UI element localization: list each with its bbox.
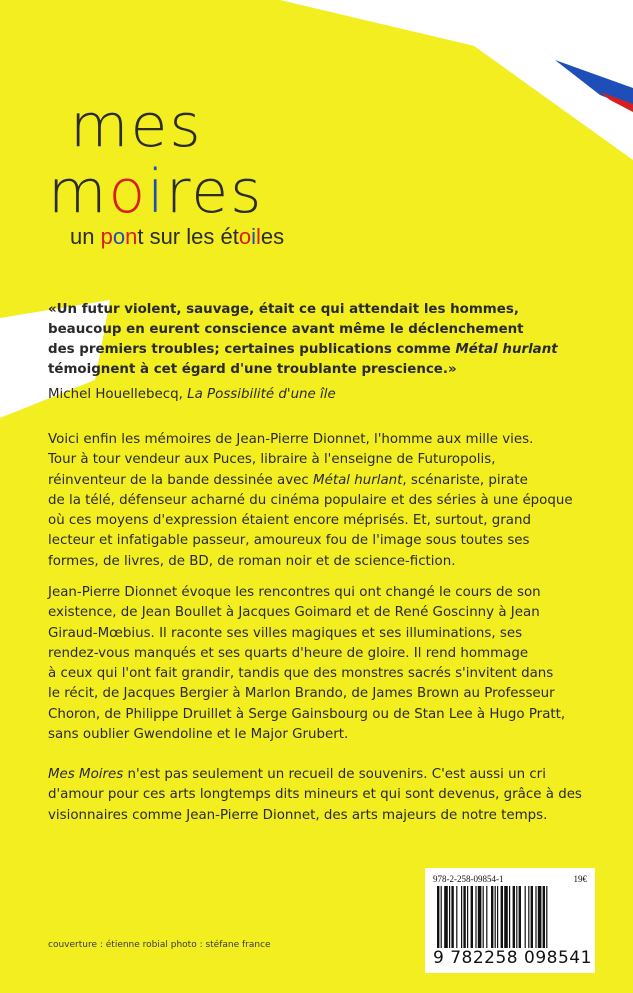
barcode-bar: [437, 886, 439, 948]
subtitle-part-red: l: [255, 224, 261, 249]
barcode-bar: [456, 886, 457, 948]
quote-attribution: [48, 387, 336, 402]
quote-line: beaucoup en eurent conscience avant même le déclenchement: [48, 322, 524, 337]
quote-work: La Possibilité d'une île: [187, 387, 336, 402]
para-line: Tour à tour vendeur aux Puces, libraire à l'enseigne de Futuropolis,: [48, 452, 496, 468]
para-text: réinventeur de la bande dessinée avec: [48, 472, 314, 488]
para-line: de la télé, défenseur acharné du cinéma populaire et des séries à une époque: [48, 492, 573, 508]
subtitle-part-red: o: [238, 224, 252, 249]
barcode-bar: [504, 886, 508, 948]
barcode-bar: [525, 886, 526, 948]
title-letter: es: [191, 157, 264, 227]
title-letter: m: [48, 157, 109, 227]
para-line: le récit, de Jacques Bergier à Marlon Brando, de James Brown au Professeur: [48, 686, 555, 702]
para-line: Jean-Pierre Dionnet évoque les rencontres qui ont changé le cours de son: [48, 585, 541, 600]
subtitle-part-red: n: [125, 224, 138, 249]
para-italic: Mes Moires: [48, 767, 124, 782]
para-line: d'amour pour ces arts longtemps dits mineurs et qui sont devenus, grâce à des: [48, 787, 582, 803]
para-line: rendez-vous manqués et ses quarts d'heure de gloire. Il rend hommage: [48, 645, 529, 661]
barcode-bar: [513, 886, 515, 948]
para-line: Voici enfin les mémoires de Jean-Pierre Dionnet, l'homme aux mille vies.: [48, 432, 534, 447]
subtitle-part: ét: [220, 224, 239, 249]
price-text: 19€: [573, 874, 587, 884]
quote-line: «Un futur violent, sauvage, était ce qui attendait les hommes,: [48, 302, 519, 317]
paragraph-2: [48, 583, 608, 745]
subtitle-part-blue: o: [112, 224, 126, 249]
barcode-bar: [538, 886, 542, 948]
barcode-digits: 9 782258 098541: [433, 948, 592, 968]
para-line: où ces moyens d'expression étaient encore méprisés. Et, surtout, grand: [48, 513, 531, 529]
epigraph-quote: [48, 300, 608, 380]
quote-text: des premiers troubles; certaines publications comme: [48, 342, 456, 357]
para-text: n'est pas seulement un recueil de souvenirs. C'est aussi un cri: [123, 767, 546, 782]
barcode-bar: [486, 886, 487, 948]
para-text: , scénariste, pirate: [402, 472, 528, 488]
barcode-bar: [546, 886, 547, 948]
paragraph-1: [48, 430, 608, 572]
subtitle-part-red: p: [100, 224, 113, 249]
barcode-bar: [471, 886, 473, 948]
title-line-moires: [48, 157, 284, 227]
barcode-bar: [531, 886, 533, 948]
para-line: lecteur et infatigable passeur, amoureux fou de l'image sous toutes ses: [48, 533, 530, 549]
cover-credits: couverture : étienne robial photo : stéfane france: [48, 940, 271, 950]
barcode-bar: [463, 886, 465, 948]
barcode-bars: [435, 886, 585, 948]
barcode-bar: [461, 886, 462, 948]
barcode-bar: [478, 886, 482, 948]
barcode-bar: [497, 886, 498, 948]
para-line: formes, de livres, de BD, de roman noir et de science-fiction.: [48, 553, 456, 569]
para-line: Giraud-Mœbius. Il raconte ses villes magiques et ses illuminations, ses: [48, 625, 523, 641]
barcode-bar: [441, 886, 442, 948]
barcode-bar: [516, 886, 517, 948]
barcode-bar: [543, 886, 545, 948]
isbn-text: 978-2-258-09854-1: [433, 874, 504, 884]
quote-line: [48, 340, 608, 360]
para-line: [48, 765, 608, 785]
subtitle: [70, 224, 284, 250]
barcode-bar: [449, 886, 450, 948]
para-line: Choron, de Philippe Druillet à Serge Gainsbourg ou de Stan Lee à Hugo Pratt,: [48, 706, 566, 722]
title-line-mes: mes: [70, 91, 203, 161]
barcode-bar: [528, 886, 529, 948]
barcode-bar: [475, 886, 476, 948]
barcode-label: [425, 868, 595, 973]
barcode-bar: [483, 886, 484, 948]
barcode-bar: [491, 886, 493, 948]
para-italic: Métal hurlant: [313, 472, 403, 488]
title-letter: r: [165, 157, 192, 227]
para-line: existence, de Jean Boullet à Jacques Goimard et de René Goscinny à Jean: [48, 605, 540, 621]
barcode-bar: [501, 886, 503, 948]
barcode-bar: [444, 886, 448, 948]
cover-title: [48, 91, 285, 250]
para-line: visionnaires comme Jean-Pierre Dionnet, des arts majeurs de notre temps.: [48, 807, 548, 823]
barcode-bar: [495, 886, 496, 948]
barcode-bar: [467, 886, 468, 948]
subtitle-part: t sur les: [137, 224, 221, 249]
para-line: sans oublier Gwendoline et le Major Grubert.: [48, 727, 349, 743]
subtitle-part: es: [260, 224, 285, 249]
barcode-bar: [509, 886, 510, 948]
quote-line: témoignent à cet égard d'une troublante prescience.»: [48, 362, 457, 377]
title-letter-red: o: [108, 157, 148, 227]
quote-author: Michel Houellebecq,: [48, 387, 188, 402]
title-letter-blue: i: [147, 157, 166, 227]
paragraph-3: [48, 765, 608, 826]
para-line: à ceux qui l'ont fait grandir, tandis que des monstres sacrés s'invitent dans: [48, 666, 554, 682]
subtitle-part: un: [70, 224, 101, 249]
barcode-bar: [535, 886, 536, 948]
quote-title-italic: Métal hurlant: [455, 342, 558, 357]
barcode-bar: [451, 886, 453, 948]
subtitle-part-blue: i: [251, 224, 256, 249]
barcode-bar: [519, 886, 521, 948]
para-line: [48, 471, 608, 491]
